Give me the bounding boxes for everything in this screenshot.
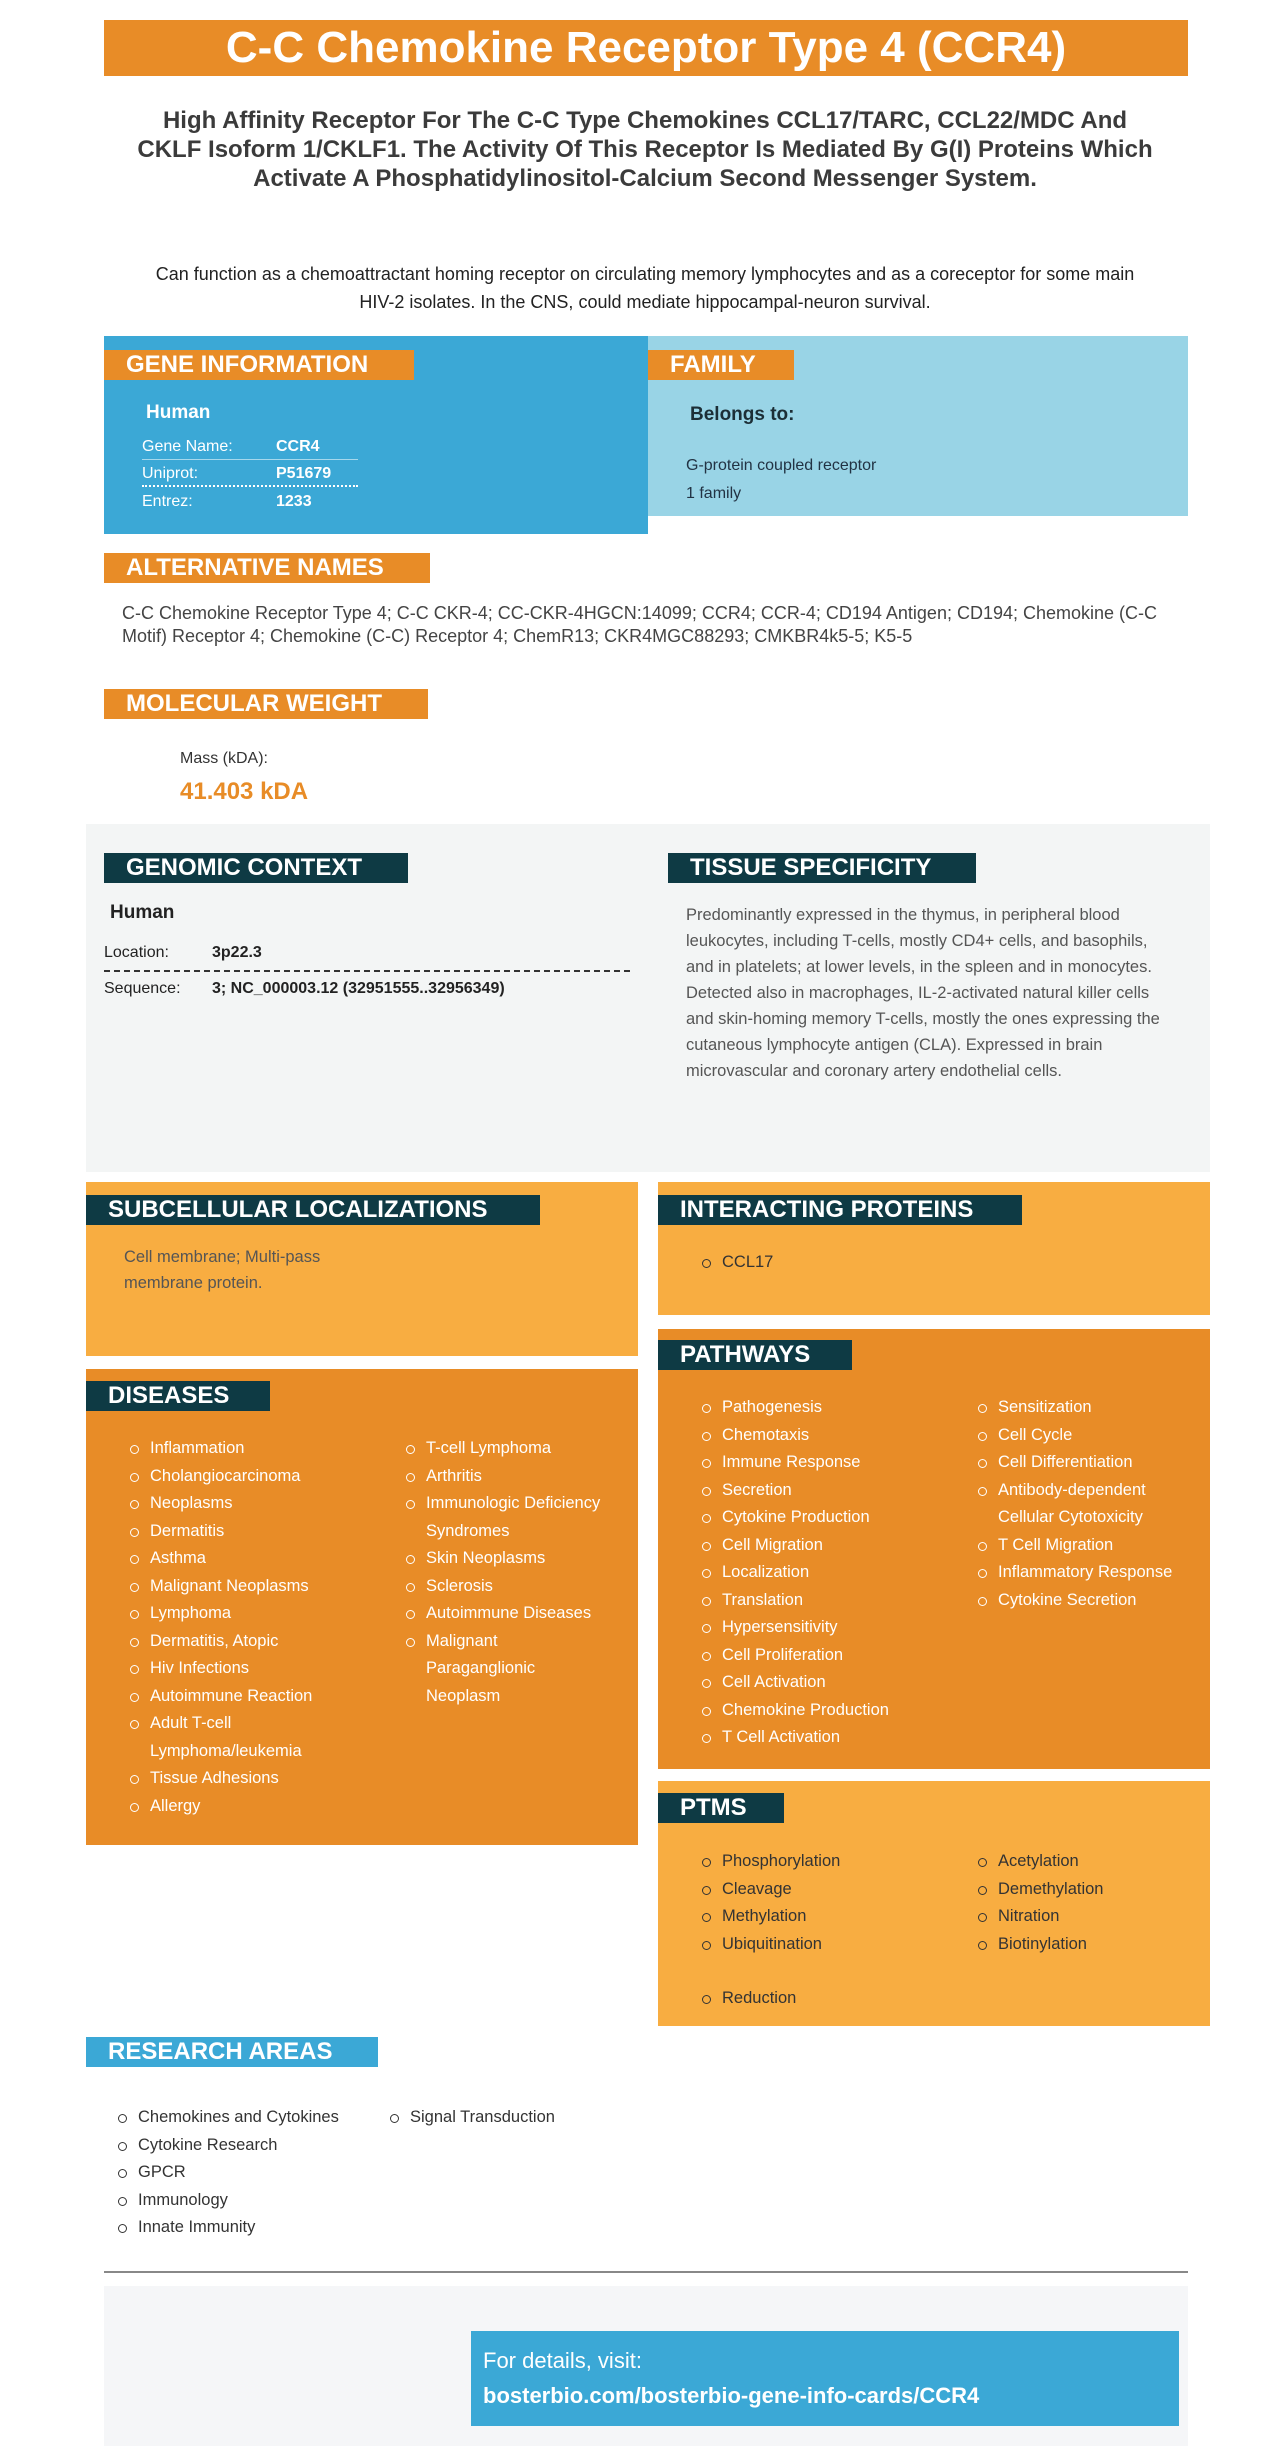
list-item: Chemokine Production [700,1697,960,1725]
list-item: Cytokine Production [700,1504,960,1532]
list-item: Allergy [128,1793,388,1821]
list-item: Arthritis [404,1463,618,1491]
sequence-value: 3; NC_000003.12 (32951555..32956349) [212,980,505,997]
mass-label: Mass (kDA): [180,750,268,767]
genomic-divider [104,970,630,972]
pathways-header: PATHWAYS [658,1340,852,1370]
list-item: Hiv Infections [128,1655,388,1683]
mass-value: 41.403 kDA [180,778,309,805]
list-item: Signal Transduction [388,2104,628,2132]
entrez-label: Entrez: [142,493,193,510]
details-link-box[interactable] [471,2331,1179,2426]
entrez-row [142,489,358,515]
footer-divider [104,2271,1188,2273]
list-item: Acetylation [976,1848,1200,1876]
list-item: Chemotaxis [700,1422,960,1450]
research-list-col1 [116,2104,386,2242]
tissue-specificity-text: Predominantly expressed in the thymus, in peripheral blood leukocytes, including T-cells, mostly CD4+ cells, and basophils, and in platelets; at lower levels, in the spleen and in monocytes. Detected also in macrophages, IL-2-activated natural killer cells and skin-homing memory T-cells, mostly the ones expressing the cutaneous lymphocyte antigen (CLA). Expressed in brain microvascular and coronary artery endothelial cells. [686,906,1160,1080]
pathways-list-col1 [700,1394,960,1752]
list-item: Lymphoma [128,1600,388,1628]
list-item: Malignant Neoplasms [128,1573,388,1601]
list-item: Dermatitis, Atopic [128,1628,388,1656]
list-item: Cell Migration [700,1532,960,1560]
uniprot-row [142,461,358,487]
list-item: Dermatitis [128,1518,388,1546]
uniprot-value: P51679 [276,465,332,482]
ptms-header: PTMS [658,1793,784,1823]
list-item: T Cell Activation [700,1724,960,1752]
gene-name-row [142,434,358,460]
diseases-list-col2 [404,1435,618,1710]
family-text [686,452,876,508]
list-item: Biotinylation [976,1931,1200,1959]
ptms-list-col1b [700,1985,960,2013]
entrez-value: 1233 [276,493,312,510]
gene-name-value: CCR4 [276,438,320,455]
interacting-proteins-list [700,1249,1000,1277]
subcellular-text: Cell membrane; Multi-pass membrane protein. [124,1248,321,1292]
list-item: Skin Neoplasms [404,1545,618,1573]
gene-information-header: GENE INFORMATION [104,350,414,380]
list-item: Autoimmune Diseases [404,1600,618,1628]
interacting-proteins-header: INTERACTING PROTEINS [658,1195,1022,1225]
list-item: Secretion [700,1477,960,1505]
list-item: Sensitization [976,1394,1200,1422]
family-belongs-label: Belongs to: [690,404,795,425]
alternative-names-header: ALTERNATIVE NAMES [104,553,430,583]
genomic-species: Human [110,902,175,923]
protein-description: Can function as a chemoattractant homing receptor on circulating memory lymphocytes and as a coreceptor for some main HIV-2 isolates. In the CNS, could mediate hippocampal-neuron survival. [155,264,1135,312]
list-item: Ubiquitination [700,1931,960,1959]
list-item: Sclerosis [404,1573,618,1601]
ptms-list-col1 [700,1848,960,1958]
list-item: Immunology [116,2187,386,2215]
list-item: Reduction [700,1985,960,2013]
list-item: Methylation [700,1903,960,1931]
list-item: Demethylation [976,1876,1200,1904]
list-item: CCL17 [700,1249,1000,1277]
list-item: Neoplasms [128,1490,388,1518]
sequence-row [104,975,630,1003]
location-row [104,939,630,967]
list-item: Tissue Adhesions [128,1765,388,1793]
list-item: Phosphorylation [700,1848,960,1876]
list-item: Immune Response [700,1449,960,1477]
list-item: Inflammatory Response [976,1559,1200,1587]
molecular-weight-header: MOLECULAR WEIGHT [104,689,428,719]
list-item: GPCR [116,2159,386,2187]
list-item: T-cell Lymphoma [404,1435,618,1463]
location-value: 3p22.3 [212,944,262,961]
list-item: Malignant Paraganglionic Neoplasm [404,1628,554,1711]
family-line-2: 1 family [686,485,742,502]
diseases-list-col1 [128,1435,388,1820]
list-item: Hypersensitivity [700,1614,960,1642]
pathways-list-col2 [976,1394,1200,1614]
list-item: Pathogenesis [700,1394,960,1422]
list-item: Antibody-dependent Cellular Cytotoxicity [976,1477,1200,1532]
list-item: Cell Cycle [976,1422,1200,1450]
list-item: Cleavage [700,1876,960,1904]
research-list-col2 [388,2104,628,2132]
list-item: Cytokine Secretion [976,1587,1200,1615]
tissue-specificity-header: TISSUE SPECIFICITY [668,853,976,883]
genomic-context-header: GENOMIC CONTEXT [104,853,408,883]
list-item: Cytokine Research [116,2132,386,2160]
list-item: Cholangiocarcinoma [128,1463,388,1491]
list-item: Asthma [128,1545,388,1573]
family-header: FAMILY [648,350,794,380]
details-label: For details, visit: [483,2348,642,2373]
details-url-link[interactable]: bosterbio.com/bosterbio-gene-info-cards/CCR4 [483,2383,980,2408]
list-item: Adult T-cell Lymphoma/leukemia [128,1710,318,1765]
uniprot-label: Uniprot: [142,465,199,482]
diseases-header: DISEASES [86,1381,270,1411]
gene-name-label: Gene Name: [142,438,233,455]
subcellular-header: SUBCELLULAR LOCALIZATIONS [86,1195,540,1225]
list-item: T Cell Migration [976,1532,1200,1560]
list-item: Chemokines and Cytokines [116,2104,386,2132]
list-item: Translation [700,1587,960,1615]
list-item: Autoimmune Reaction [128,1683,388,1711]
list-item: Immunologic Deficiency Syndromes [404,1490,618,1545]
research-areas-header: RESEARCH AREAS [86,2037,378,2067]
list-item: Cell Proliferation [700,1642,960,1670]
list-item: Cell Differentiation [976,1449,1200,1477]
list-item: Localization [700,1559,960,1587]
family-line-1: G-protein coupled receptor [686,457,877,474]
page-title: C-C Chemokine Receptor Type 4 (CCR4) [104,20,1188,76]
list-item: Inflammation [128,1435,388,1463]
alternative-names-text: C-C Chemokine Receptor Type 4; C-C CKR-4; CC-CKR-4HGCN:14099; CCR4; CCR-4; CD194 Antigen; CD194; Chemokine (C-C Motif) Receptor 4; Chemokine (C-C) Receptor 4; ChemR13; CKR4MGC88293; CMKBR4k5-5; K5-5 [122,603,1158,646]
ptms-list-col2 [976,1848,1200,1958]
location-label: Location: [104,944,169,961]
list-item: Cell Activation [700,1669,960,1697]
protein-function-summary: High Affinity Receptor For The C-C Type Chemokines CCL17/TARC, CCL22/MDC And CKLF Isoform 1/CKLF1. The Activity Of This Receptor Is Mediated By G(I) Proteins Which Activate A Phosphatidylinositol-Calcium Second Messenger System. [137,107,1153,192]
sequence-label: Sequence: [104,980,181,997]
gene-species: Human [146,402,211,423]
list-item: Nitration [976,1903,1200,1931]
list-item: Innate Immunity [116,2214,386,2242]
